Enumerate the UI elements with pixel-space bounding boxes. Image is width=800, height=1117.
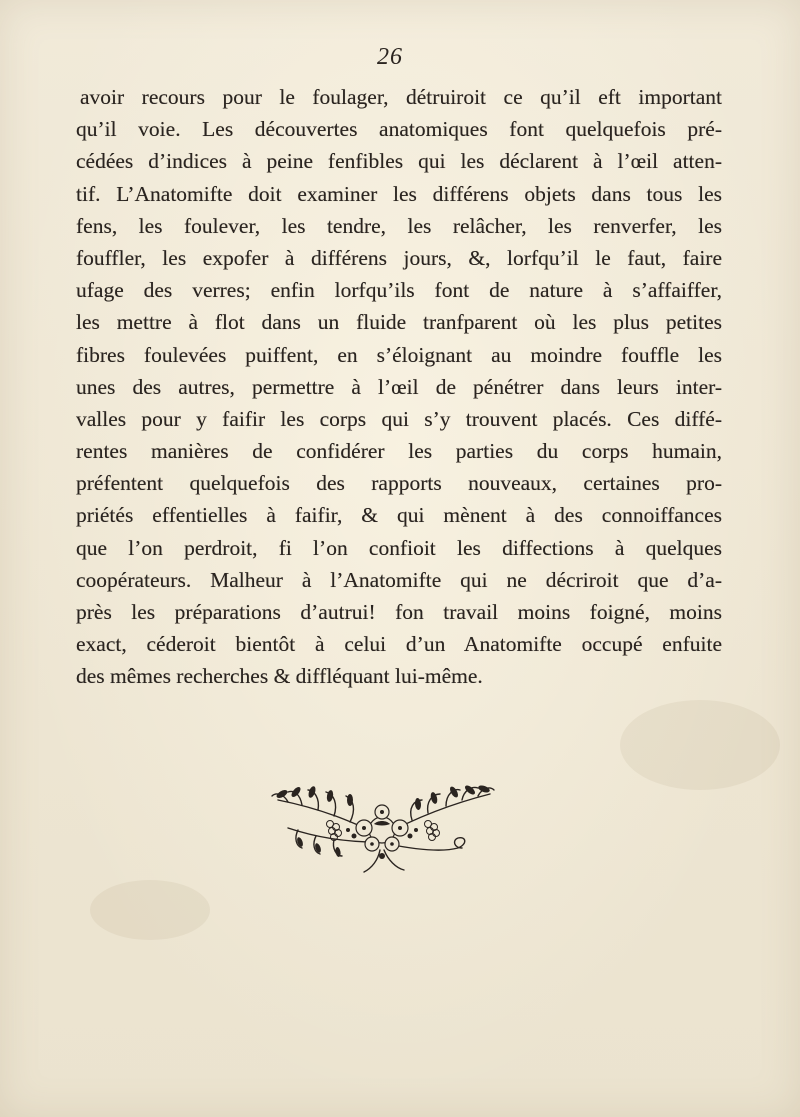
text-line: coopérateurs. Malheur à l’Anatomifte qui ne décriroit que d’a- [76,567,722,592]
text-line: fouffler, les expofer à différens jours, &, lorfqu’il le faut, faire [76,245,722,270]
text-line: des mêmes recherches & diffléquant lui-même. [76,664,483,689]
text-line: valles pour y faifir les corps qui s’y trouvent placés. Ces diffé- [76,406,722,431]
text-line: cédées d’indices à peine fenfibles qui les déclarent à l’œil atten- [76,149,722,174]
text-line: tif. L’Anatomifte doit examiner les différens objets dans tous les [76,181,722,206]
text-line: exact, céderoit bientôt à celui d’un Anatomifte occupé enfuite [76,632,722,657]
text-line: que l’on perdroit, fi l’on confioit les diffections à quelques [76,535,722,560]
paper-stain [90,880,210,940]
text-line: près les préparations d’autrui! fon travail moins foigné, moins [76,600,722,624]
text-line: priétés effentielles à faifir, & qui mènent à des connoiffances [76,503,722,528]
text-line: ufage des verres; enfin lorfqu’ils font de nature à s’affaiffer, [76,278,722,303]
floral-vignette-icon [268,780,496,875]
text-line: préfentent quelquefois des rapports nouveaux, certaines pro- [76,471,722,496]
text-line: rentes manières de confidérer les parties du corps humain, [76,439,722,464]
text-line: unes des autres, permettre à l’œil de pénétrer dans leurs inter- [76,374,722,399]
text-line: fibres foulevées puiffent, en s’éloignant au moindre fouffle les [76,342,722,367]
paper-stain [620,700,780,790]
text-line: qu’il voie. Les découvertes anatomiques font quelquefois pré- [76,117,722,142]
text-line: avoir recours pour le foulager, détruiroit ce qu’il eft important [80,85,722,109]
text-line: les mettre à flot dans un fluide tranfparent où les plus petites [76,310,722,335]
page-number: 26 [377,44,403,70]
body-text [58,81,722,693]
text-line: fens, les foulever, les tendre, les relâcher, les renverfer, les [76,213,722,238]
